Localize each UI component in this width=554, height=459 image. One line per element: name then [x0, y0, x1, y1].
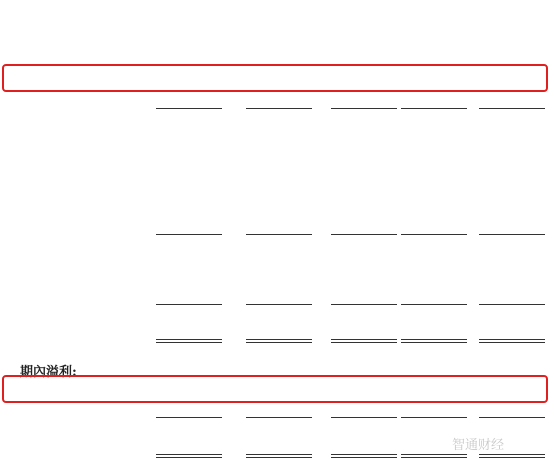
- rule-line: [156, 457, 222, 458]
- rule-line: [479, 342, 545, 343]
- rule-line: [331, 417, 397, 418]
- rule-line: [246, 454, 312, 455]
- rule-line: [401, 417, 467, 418]
- rule-line: [331, 108, 397, 109]
- rule-line: [401, 304, 467, 305]
- rule-line: [156, 304, 222, 305]
- rule-line: [479, 339, 545, 340]
- section-label-line-2: 期內溢利:: [20, 365, 77, 380]
- rule-line: [156, 342, 222, 343]
- rule-line: [331, 457, 397, 458]
- highlight-box: [2, 375, 548, 403]
- rule-line: [479, 234, 545, 235]
- rule-line: [246, 417, 312, 418]
- rule-line: [156, 454, 222, 455]
- rule-line: [479, 108, 545, 109]
- rule-line: [246, 342, 312, 343]
- rule-line: [401, 457, 467, 458]
- rule-line: [401, 339, 467, 340]
- rule-line: [156, 339, 222, 340]
- rule-line: [246, 304, 312, 305]
- rule-line: [331, 304, 397, 305]
- rule-line: [479, 417, 545, 418]
- rule-line: [156, 234, 222, 235]
- rule-line: [246, 457, 312, 458]
- rule-line: [246, 108, 312, 109]
- rule-line: [401, 108, 467, 109]
- rule-line: [331, 454, 397, 455]
- rule-line: [479, 304, 545, 305]
- rule-line: [331, 339, 397, 340]
- rule-line: [156, 108, 222, 109]
- rule-line: [246, 234, 312, 235]
- rule-line: [156, 417, 222, 418]
- rule-line: [401, 454, 467, 455]
- rule-line: [331, 342, 397, 343]
- rule-line: [246, 339, 312, 340]
- rule-line: [479, 457, 545, 458]
- rule-line: [401, 234, 467, 235]
- rule-line: [331, 234, 397, 235]
- watermark: 智通财经: [452, 438, 505, 453]
- rule-line: [479, 454, 545, 455]
- highlight-box: [2, 64, 548, 92]
- rule-line: [401, 342, 467, 343]
